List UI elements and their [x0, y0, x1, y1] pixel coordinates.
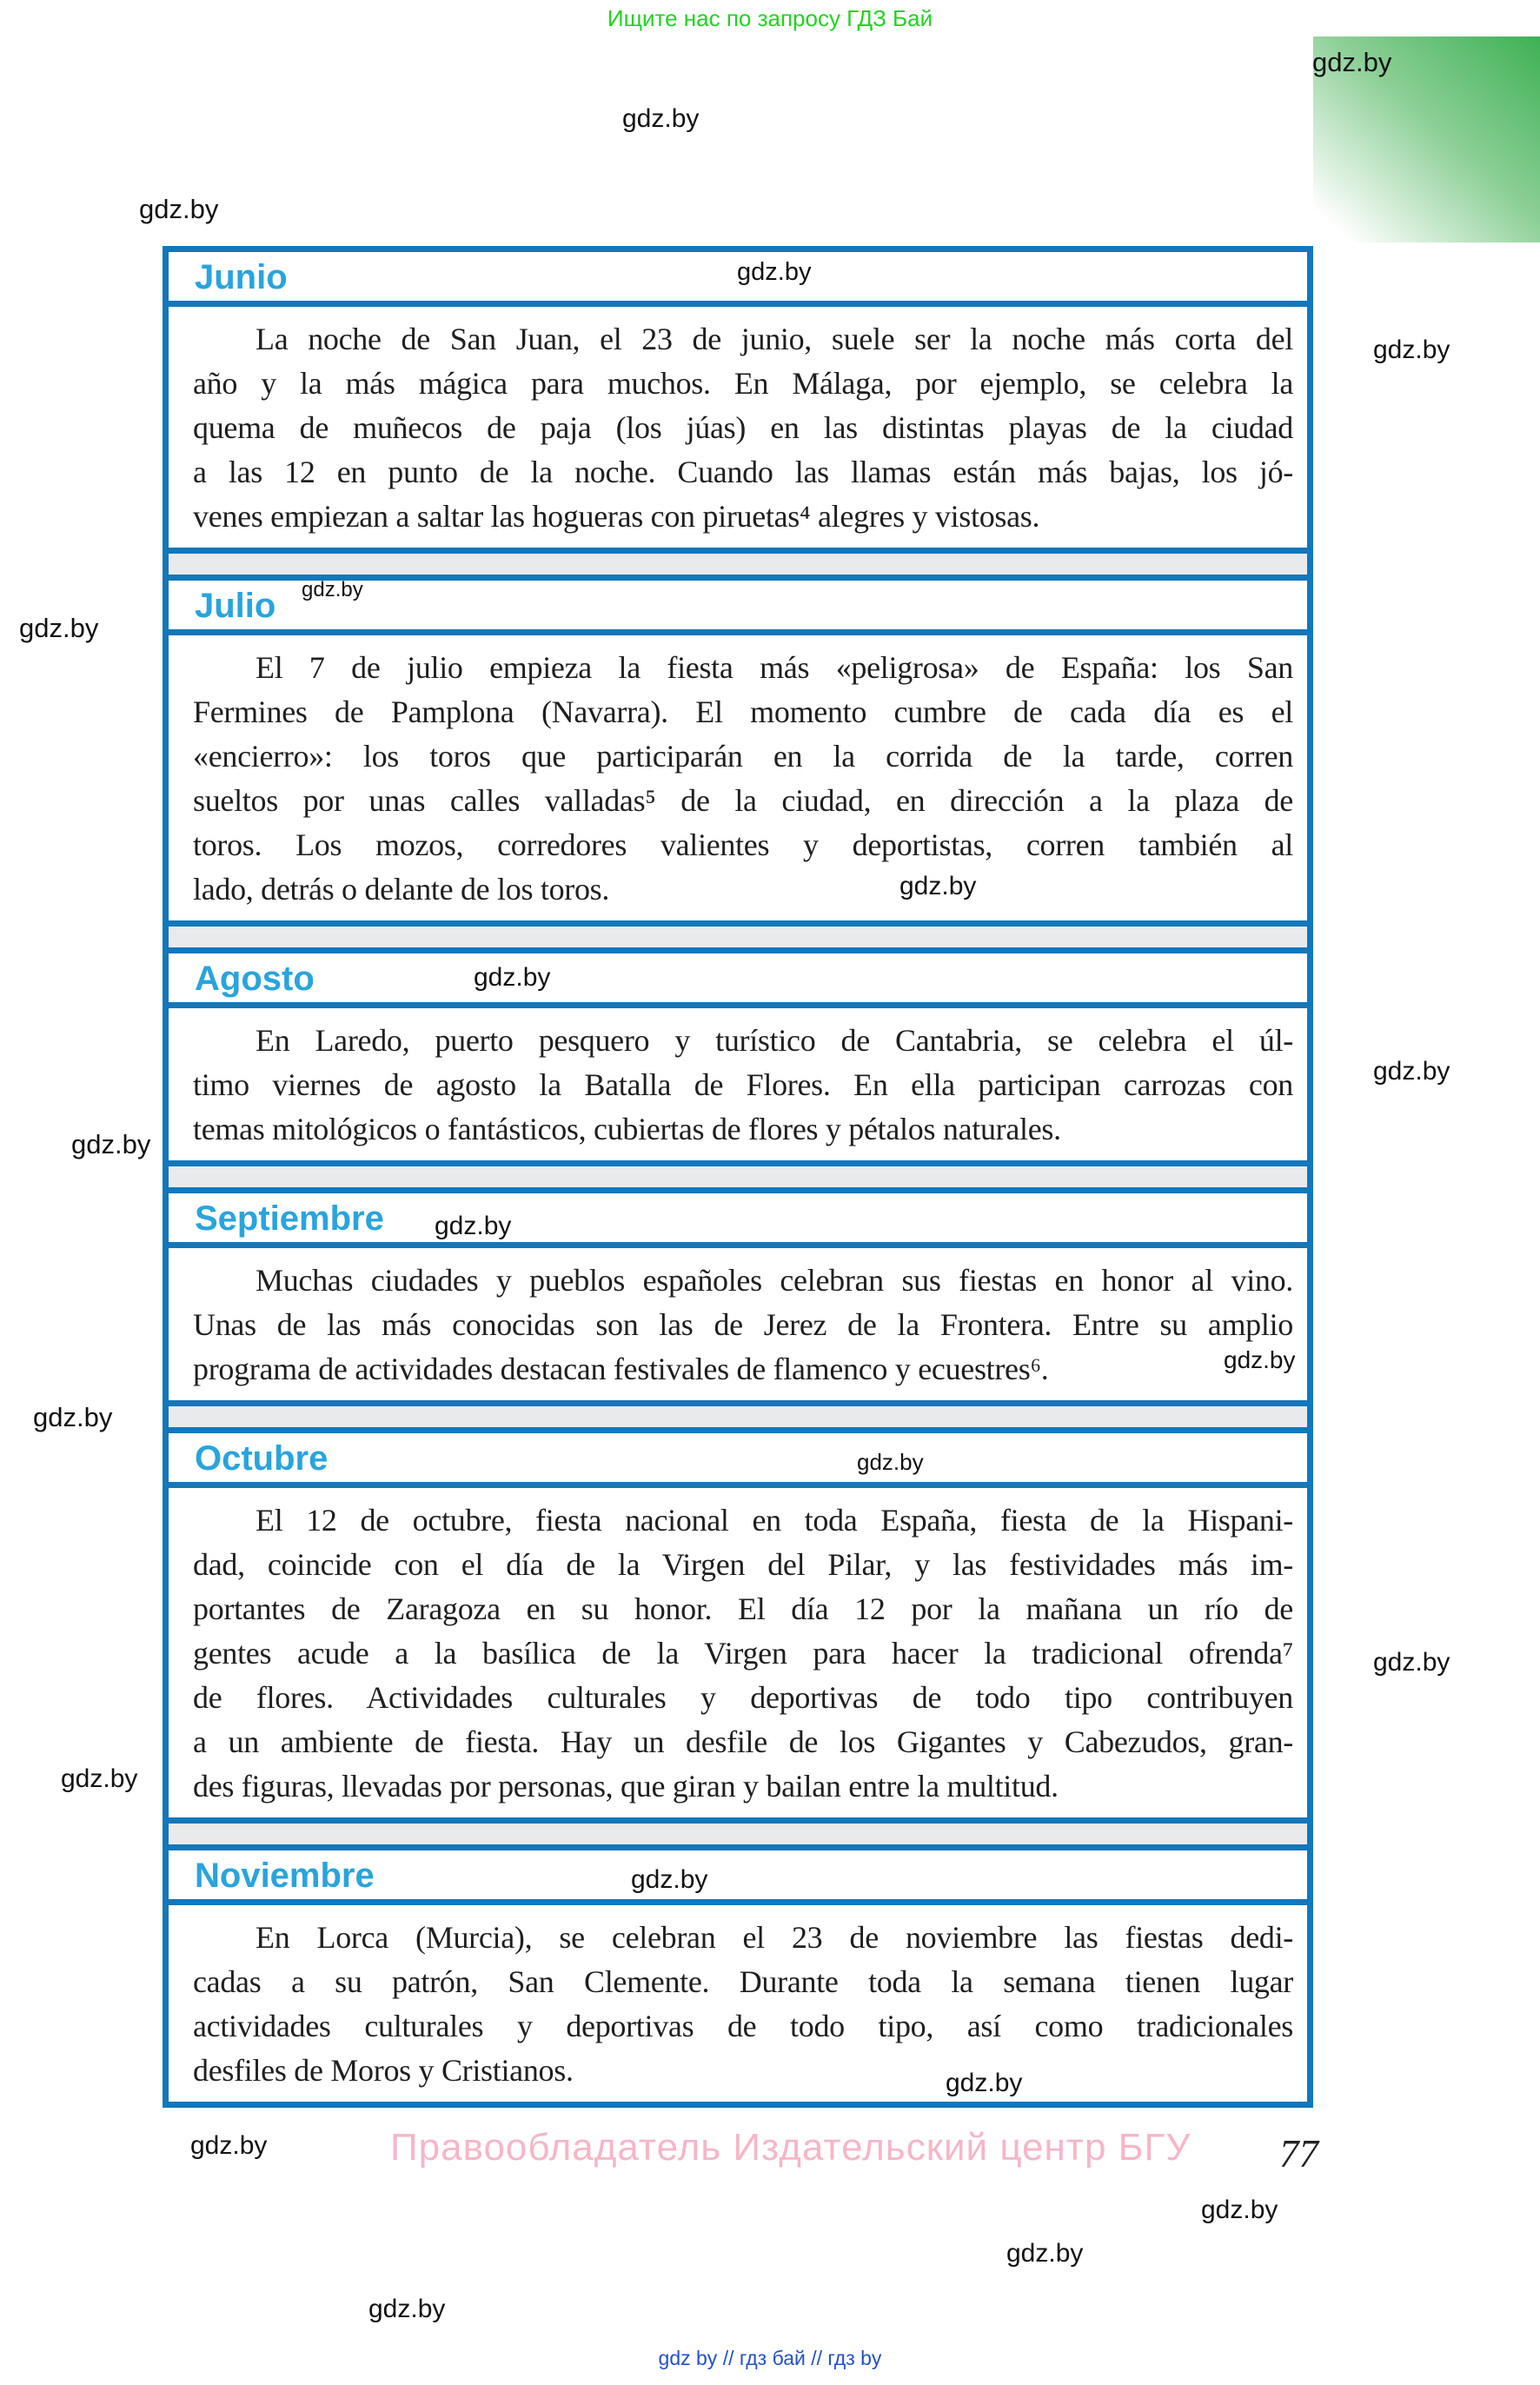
text-line: La noche de San Juan, el 23 de junio, suele ser la noche más corta del — [256, 322, 1293, 356]
text-line: año y la más mágica para muchos. En Málaga, por ejemplo, se celebra la — [193, 366, 1293, 401]
month-body-septiembre — [169, 1248, 1307, 1406]
gdz-watermark: gdz.by — [190, 2131, 268, 2160]
gdz-watermark: gdz.by — [33, 1402, 113, 1432]
gdz-watermark: gdz.by — [1373, 1057, 1450, 1086]
month-title-julio: Julio — [195, 587, 276, 625]
text-line: El 12 de octubre, fiesta nacional en toda España, fiesta de la Hispani- — [256, 1503, 1293, 1538]
text-line: toros. Los mozos, corredores valientes y deportistas, corren también al — [193, 827, 1293, 862]
month-body-julio — [169, 635, 1307, 927]
section-separator — [169, 1406, 1307, 1433]
text-line: des figuras, llevadas por personas, que giran y bailan entre la multitud. — [193, 1769, 1059, 1804]
fiestas-table — [163, 246, 1313, 2108]
section-separator — [169, 1166, 1307, 1193]
month-title-junio: Junio — [195, 258, 288, 296]
gdz-watermark: gdz.by — [857, 1449, 924, 1475]
section-separator — [169, 554, 1307, 581]
text-line: sueltos por unas calles valladas⁵ de la ciudad, en dirección a la plaza de — [193, 783, 1293, 818]
text-line: dad, coincide con el día de la Virgen del Pilar, y las festividades más im- — [193, 1547, 1293, 1582]
month-title-noviembre: Noviembre — [195, 1857, 375, 1895]
gdz-watermark: gdz.by — [1312, 47, 1392, 77]
gdz-watermark: gdz.by — [139, 194, 219, 224]
month-title-octubre: Octubre — [195, 1439, 329, 1478]
month-header-septiembre — [169, 1193, 1307, 1248]
gdz-watermark: gdz.by — [737, 258, 812, 286]
gdz-watermark: gdz.by — [1373, 1648, 1450, 1677]
month-header-noviembre — [169, 1850, 1307, 1905]
text-line: Fermines de Pamplona (Navarra). El momento cumbre de cada día es el — [193, 694, 1293, 729]
text-line: timo viernes de agosto la Batalla de Flores. En ella participan carrozas con — [193, 1067, 1293, 1102]
gdz-watermark: gdz.by — [61, 1764, 138, 1793]
gdz-watermark: gdz.by — [1373, 335, 1450, 364]
section-separator — [169, 1824, 1307, 1850]
month-title-agosto: Agosto — [195, 960, 315, 998]
text-line: temas mitológicos o fantásticos, cubiertas de flores y pétalos naturales. — [193, 1112, 1061, 1146]
gdz-watermark: gdz.by — [19, 613, 99, 643]
gdz-watermark: gdz.by — [474, 963, 551, 992]
promo-banner-text: Ищите нас по запросу ГДЗ Бай — [607, 5, 933, 31]
text-line: quema de muñecos de paja (los júas) en las distintas playas de la ciudad — [193, 410, 1293, 445]
gdz-watermark: gdz.by — [631, 1865, 708, 1894]
month-body-agosto — [169, 1008, 1307, 1166]
month-body-octubre — [169, 1488, 1307, 1824]
text-line: gentes acude a la basílica de la Virgen para hacer la tradicional ofrenda⁷ — [193, 1636, 1293, 1671]
text-line: «encierro»: los toros que participarán en la corrida de la tarde, corren — [193, 739, 1293, 774]
text-line: cadas a su patrón, San Clemente. Durante toda la semana tienen lugar — [193, 1964, 1293, 1999]
month-body-noviembre — [169, 1905, 1307, 2102]
text-line: El 7 de julio empieza la fiesta más «peligrosa» de España: los San — [256, 650, 1293, 685]
gdz-watermark: gdz.by — [946, 2069, 1023, 2097]
text-line: desfiles de Moros y Cristianos. — [193, 2053, 574, 2088]
gdz-watermark: gdz.by — [302, 578, 363, 601]
text-line: de flores. Actividades culturales y deportivas de todo tipo contribuyen — [193, 1680, 1293, 1715]
section-separator — [169, 927, 1307, 953]
text-line: a un ambiente de fiesta. Hay un desfile de los Gigantes y Cabezudos, gran- — [193, 1724, 1293, 1759]
footer-links[interactable]: gdz by // гдз бай // гдз by — [658, 2347, 882, 2369]
gdz-watermark: gdz.by — [622, 104, 700, 133]
page-number: 77 — [1279, 2132, 1318, 2176]
gdz-watermark: gdz.by — [1201, 2196, 1278, 2224]
gdz-watermark: gdz.by — [1224, 1346, 1296, 1373]
text-line: lado, detrás o delante de los toros. — [193, 872, 610, 907]
month-body-junio — [169, 307, 1307, 554]
text-line: a las 12 en punto de la noche. Cuando las llamas están más bajas, los jó- — [193, 455, 1293, 489]
gdz-watermark: gdz.by — [368, 2295, 446, 2323]
gdz-watermark: gdz.by — [71, 1129, 151, 1159]
gdz-watermark: gdz.by — [435, 1212, 512, 1240]
month-title-septiembre: Septiembre — [195, 1199, 384, 1238]
gdz-watermark: gdz.by — [1006, 2239, 1084, 2268]
gdz-watermark: gdz.by — [899, 872, 977, 900]
month-header-agosto — [169, 953, 1307, 1008]
copyright-text: Правообладатель Издательский центр БГУ — [390, 2126, 1192, 2169]
month-header-octubre — [169, 1433, 1307, 1488]
text-line: En Laredo, puerto pesquero y turístico de Cantabria, se celebra el úl- — [256, 1023, 1293, 1058]
text-line: actividades culturales y deportivas de todo tipo, así como tradicionales — [193, 2009, 1293, 2043]
text-line: portantes de Zaragoza en su honor. El día 12 por la mañana un río de — [193, 1591, 1293, 1626]
text-line: programa de actividades destacan festivales de flamenco y ecuestres⁶. — [193, 1352, 1049, 1386]
text-line: Muchas ciudades y pueblos españoles celebran sus fiestas en honor al vino. — [256, 1263, 1293, 1298]
text-line: venes empiezan a saltar las hogueras con piruetas⁴ alegres y vistosas. — [193, 499, 1040, 534]
text-line: Unas de las más conocidas son las de Jerez de la Frontera. Entre su amplio — [193, 1307, 1293, 1342]
text-line: En Lorca (Murcia), se celebran el 23 de noviembre las fiestas dedi- — [256, 1920, 1293, 1955]
